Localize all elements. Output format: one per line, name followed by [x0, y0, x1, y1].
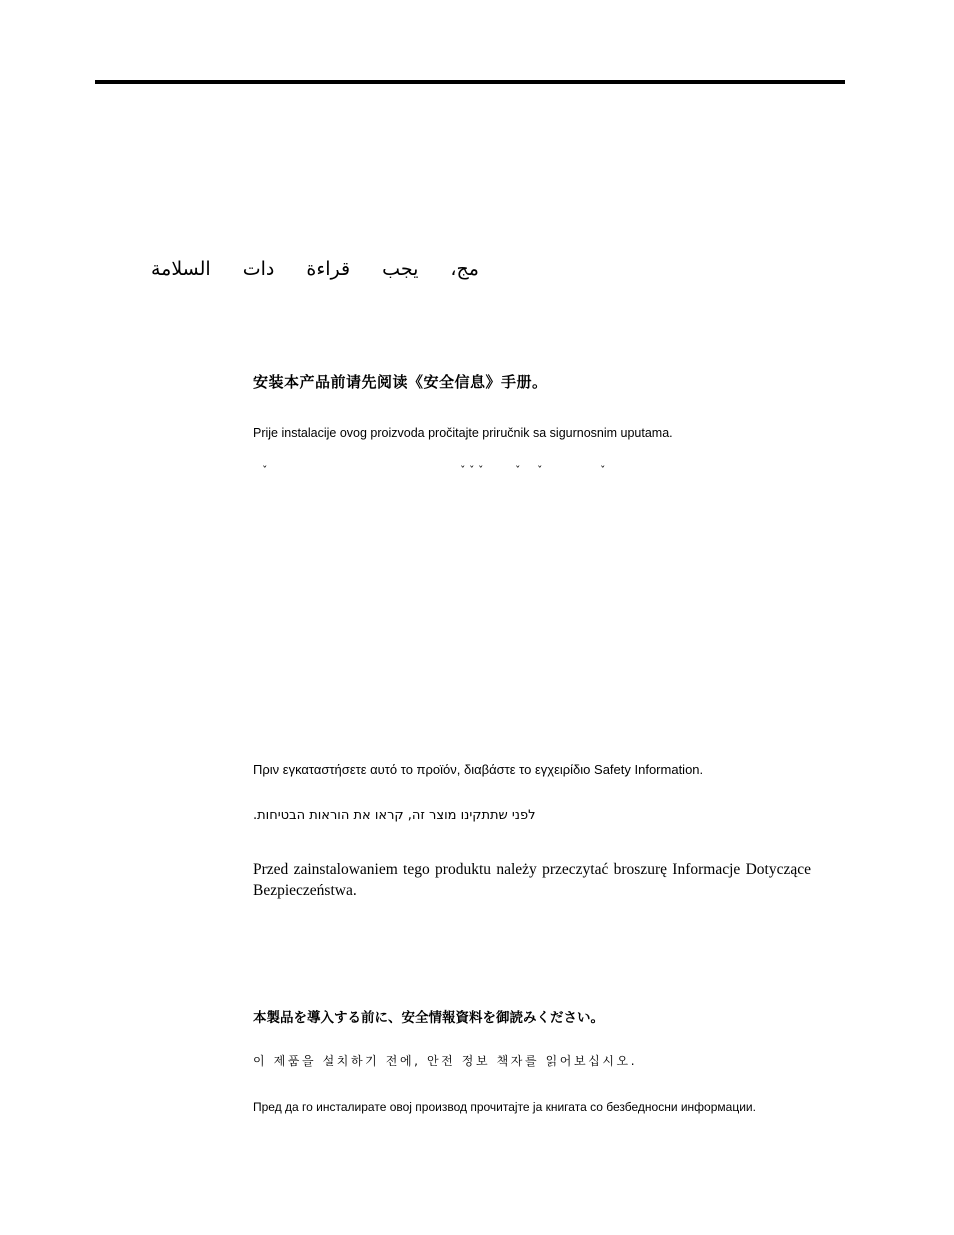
garbled-mark: ˇ [515, 464, 521, 477]
hebrew-safety-notice: לפני שתתקינו מוצר זה, קראו את הוראות הבטיחות. [253, 808, 536, 823]
arabic-safety-notice: مج، يجب قراءة دات السلامة [150, 258, 479, 280]
japanese-safety-notice: 本製品を導入する前に、安全情報資料を御読みください。 [253, 1010, 604, 1026]
garbled-mark: ˇ [262, 464, 268, 477]
chinese-safety-notice: 安装本产品前请先阅读《安全信息》手册。 [253, 373, 548, 391]
greek-safety-notice: Πριν εγκαταστήσετε αυτό το προϊόν, διαβάστε το εγχειρίδιο Safety Information. [253, 762, 704, 777]
garbled-mark: ˇ ˇ ˇ [460, 464, 484, 477]
garbled-mark: ˇ [537, 464, 543, 477]
garbled-mark: ˇ [600, 464, 606, 477]
top-horizontal-rule [95, 80, 845, 84]
croatian-safety-notice: Prije instalacije ovog proizvoda pročitajte priručnik sa sigurnosnim uputama. [253, 426, 673, 440]
polish-safety-notice: Przed zainstalowaniem tego produktu należy przeczytać broszurę Informacje Dotyczące Bezpieczeństwa. [253, 861, 811, 899]
garbled-marks-line [253, 464, 613, 480]
korean-safety-notice: 이 제품을 설치하기 전에, 안전 정보 책자를 읽어보십시오. [253, 1054, 638, 1068]
macedonian-safety-notice: Пред да го инсталирате овој производ прочитајте ја книгата со безбедносни информации. [253, 1100, 756, 1114]
